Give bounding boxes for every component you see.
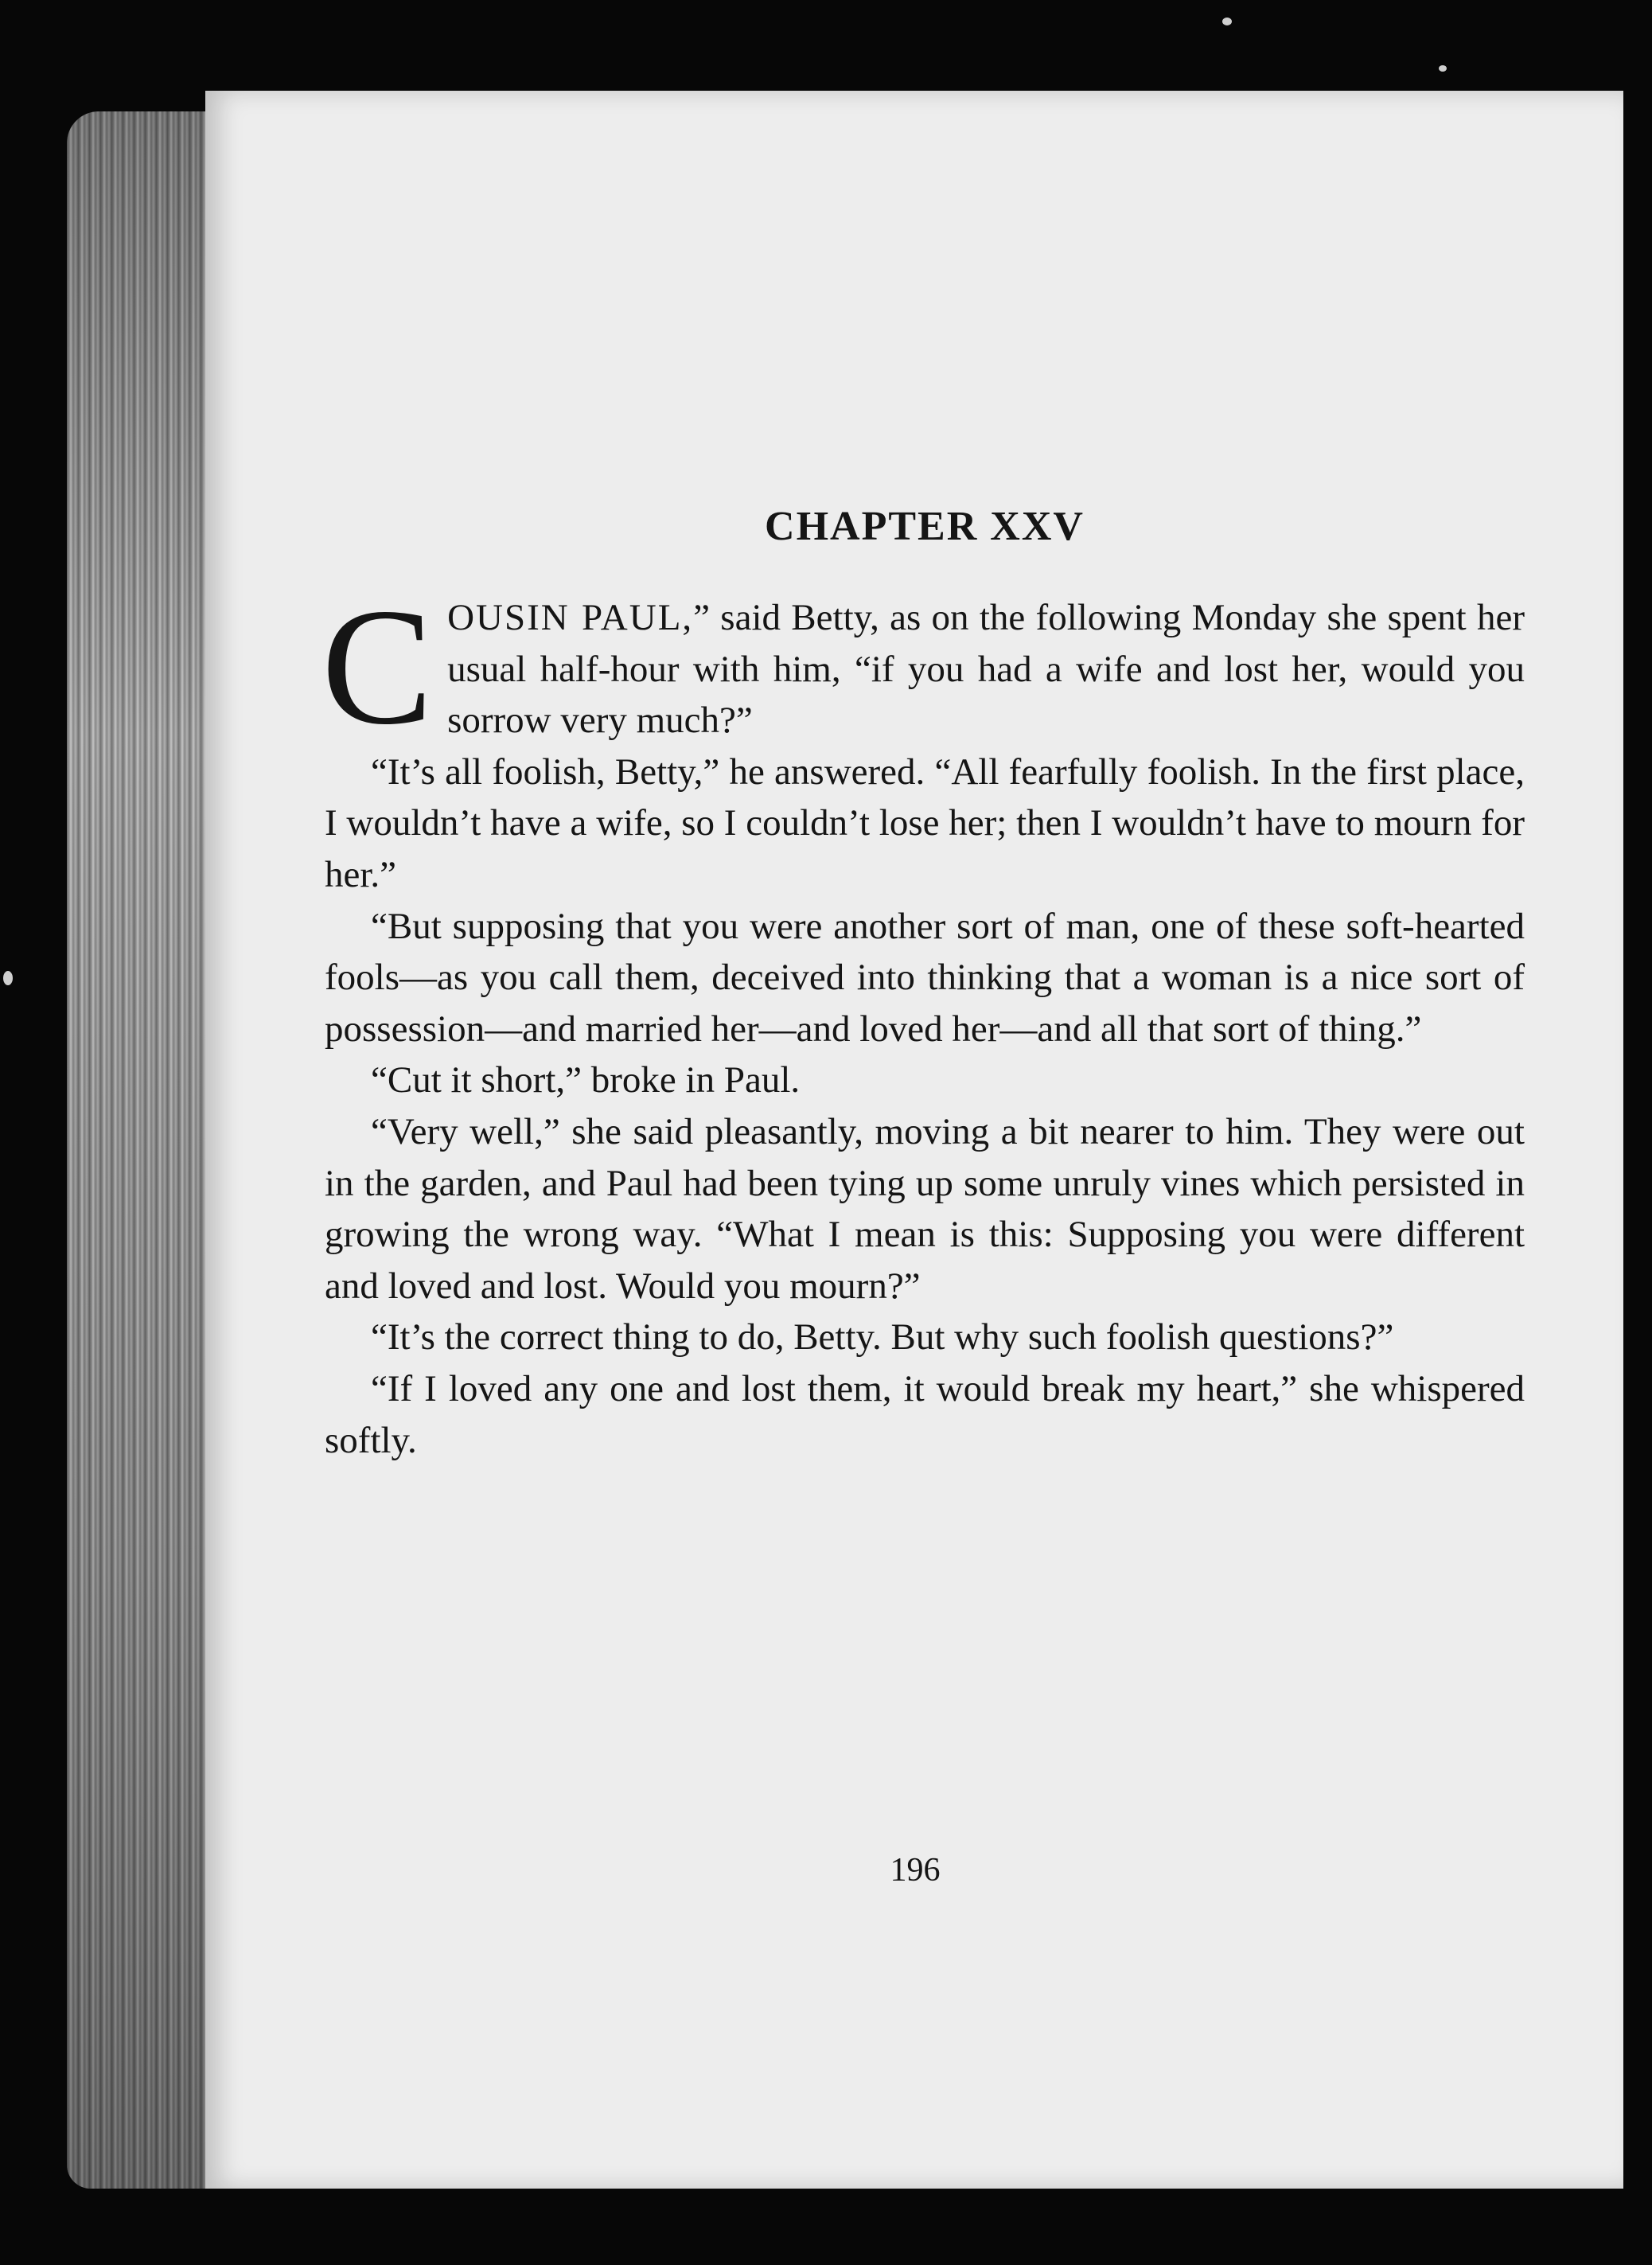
page-number: 196 bbox=[890, 1852, 941, 1889]
paragraph-3: “But supposing that you were another sort of man, one of these soft-hearted fools—as you call them, deceived into thinking that a woman is a nice sort of possession—and married her—and loved her—and all that sort of thing.” bbox=[325, 905, 1525, 1050]
page-text-block bbox=[321, 504, 1525, 1466]
paragraph-5: “Very well,” she said pleasantly, moving a bit nearer to him. They were out in the garden, and Paul had been tying up some unruly vines which persisted in growing the wrong way. “What I mean is this: Supposing you were different and loved and lost. Would you mourn?” bbox=[325, 1110, 1525, 1307]
opening-words: OUSIN PAUL, bbox=[447, 597, 694, 638]
paragraph-6: “It’s the correct thing to do, Betty. But why such foolish questions?” bbox=[371, 1316, 1394, 1359]
paragraph-text: ” said Betty, as on the following Monday she spent her usual half-hour with him, “if you had a wife and lost her, would you sorrow very much?” bbox=[447, 597, 1525, 742]
drop-cap: C bbox=[321, 575, 434, 759]
paragraph-4: “Cut it short,” broke in Paul. bbox=[371, 1059, 801, 1101]
dust-speck bbox=[3, 971, 13, 985]
paragraph-2: “It’s all foolish, Betty,” he answered. “All fearfully foolish. In the first place, I wouldn’t have a wife, so I couldn’t lose her; then I wouldn’t have to mourn for her.” bbox=[325, 750, 1525, 895]
paragraph-7: “If I loved any one and lost them, it would break my heart,” she whispered softly. bbox=[325, 1367, 1525, 1461]
paragraph-1 bbox=[321, 575, 1525, 759]
dust-speck bbox=[1222, 18, 1232, 25]
dust-speck bbox=[1439, 65, 1447, 72]
chapter-body bbox=[321, 575, 1525, 1466]
chapter-title: CHAPTER XXV bbox=[765, 504, 1085, 549]
book-page-edges bbox=[67, 111, 218, 2189]
